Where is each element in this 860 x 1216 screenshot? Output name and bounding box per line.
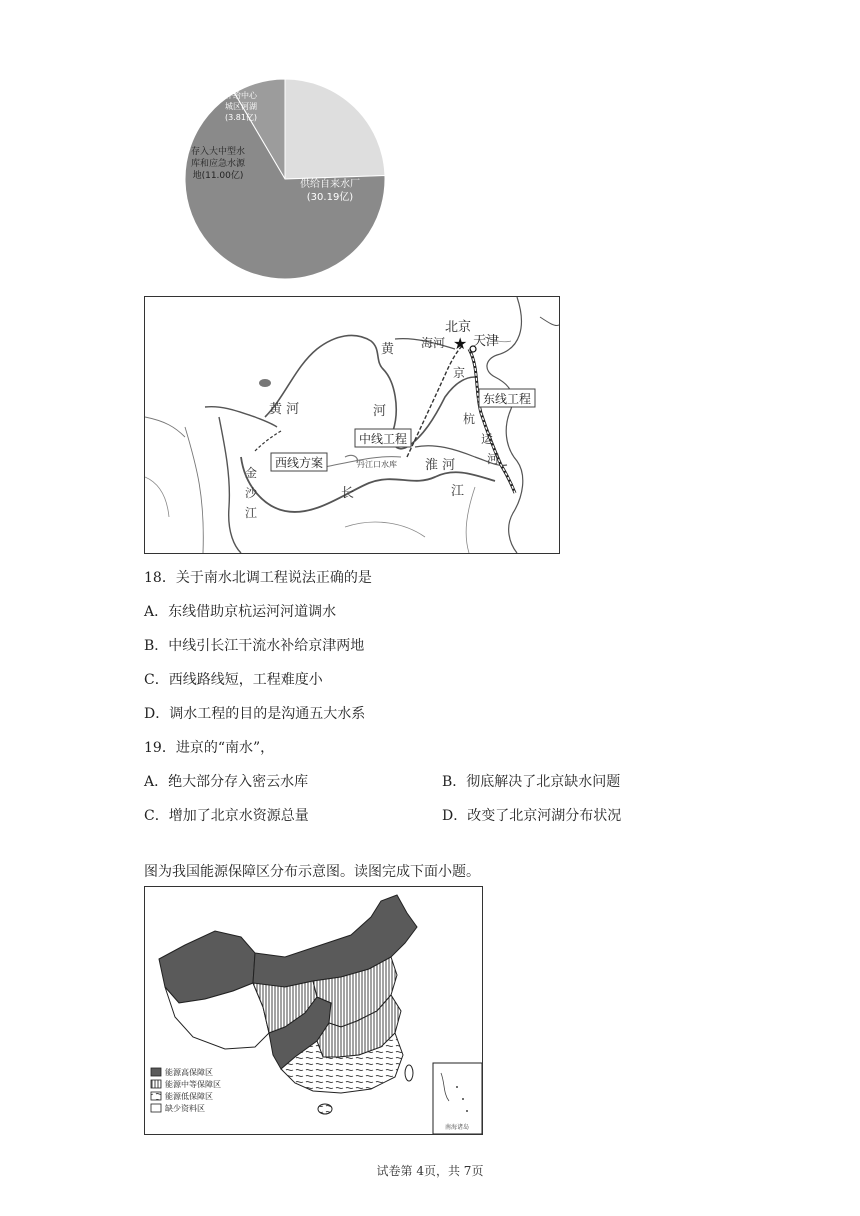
label-danjiangkou: 丹江口水库 xyxy=(357,460,397,469)
label-middle-line: 中线工程 xyxy=(358,432,408,446)
beijing-star-icon: ★ xyxy=(453,334,468,353)
label-sha: 沙 xyxy=(245,486,258,500)
page-footer: 试卷第 4页，共 7页 xyxy=(376,1164,484,1178)
legend-high: 能源高保障区 xyxy=(165,1068,213,1077)
label-jiang2: 江 xyxy=(245,506,258,520)
inset-label: 南海诸岛 xyxy=(444,1124,470,1131)
q18-option-b[interactable]: B．中线引长江干流水补给京津两地 xyxy=(144,638,365,654)
legend-low: 能源低保障区 xyxy=(165,1092,213,1101)
label-beijing: 北京 xyxy=(445,320,472,335)
q18-option-d[interactable]: D．调水工程的目的是沟通五大水系 xyxy=(144,706,366,722)
pie-label-2b: 库和应急水源 xyxy=(190,159,246,169)
label-chang: 长 xyxy=(341,486,355,501)
q18-stem: 18．关于南水北调工程说法正确的是 xyxy=(144,570,372,586)
q19-option-c[interactable]: C．增加了北京水资源总量 xyxy=(144,808,309,824)
label-jing: 京 xyxy=(453,366,466,380)
q19-option-d[interactable]: D．改变了北京河湖分布状况 xyxy=(442,808,622,824)
label-hang: 杭 xyxy=(463,412,476,426)
q19-stem: 19．进京的“南水”， xyxy=(144,740,275,756)
intro-text: 图为我国能源保障区分布示意图。读图完成下面小题。 xyxy=(144,864,480,880)
label-jin: 金 xyxy=(245,466,258,480)
legend-missing: 缺少资料区 xyxy=(165,1104,205,1113)
label-he2: 河 xyxy=(487,452,500,466)
q19-option-a[interactable]: A．绝大部分存入密云水库 xyxy=(144,774,309,790)
legend-medium: 能源中等保障区 xyxy=(165,1080,221,1089)
pie-label-3b: (30.19亿) xyxy=(306,192,354,203)
label-he-char: 河 xyxy=(373,404,387,419)
pie-chart xyxy=(180,74,390,284)
pie-label-2c: 地(11.00亿) xyxy=(192,171,244,181)
label-yun: 运 xyxy=(481,432,494,446)
q18-option-c[interactable]: C．西线路线短，工程难度小 xyxy=(144,672,323,688)
label-east-line: 东线工程 xyxy=(482,392,532,406)
water-diversion-map-svg xyxy=(145,297,559,553)
pie-slice-2 xyxy=(285,79,385,179)
pie-label-1c: (3.81亿) xyxy=(224,113,258,122)
label-haihe: 海河 xyxy=(421,336,446,350)
energy-map xyxy=(144,886,483,1135)
pie-label-3a: 供给自来水厂 xyxy=(300,179,360,190)
q18-option-a[interactable]: A．东线借助京杭运河河道调水 xyxy=(144,604,337,620)
q19-option-b[interactable]: B．彻底解决了北京缺水问题 xyxy=(442,774,621,790)
pie-label-1a: 补给中心 xyxy=(225,91,257,100)
label-west-line: 西线方案 xyxy=(274,456,324,470)
label-huang-char: 黄 xyxy=(381,342,395,357)
label-huanghe: 黄 河 xyxy=(269,402,300,417)
label-tianjin: 天津 xyxy=(473,334,500,349)
energy-map-svg xyxy=(145,887,482,1134)
pie-label-2a: 存入大中型水 xyxy=(190,147,246,157)
pie-label-1b: 城区河湖 xyxy=(225,102,257,111)
pie-figure xyxy=(180,74,390,284)
label-jiang: 江 xyxy=(451,484,465,499)
water-diversion-map xyxy=(144,296,560,554)
label-huaihe: 淮 河 xyxy=(425,458,456,473)
